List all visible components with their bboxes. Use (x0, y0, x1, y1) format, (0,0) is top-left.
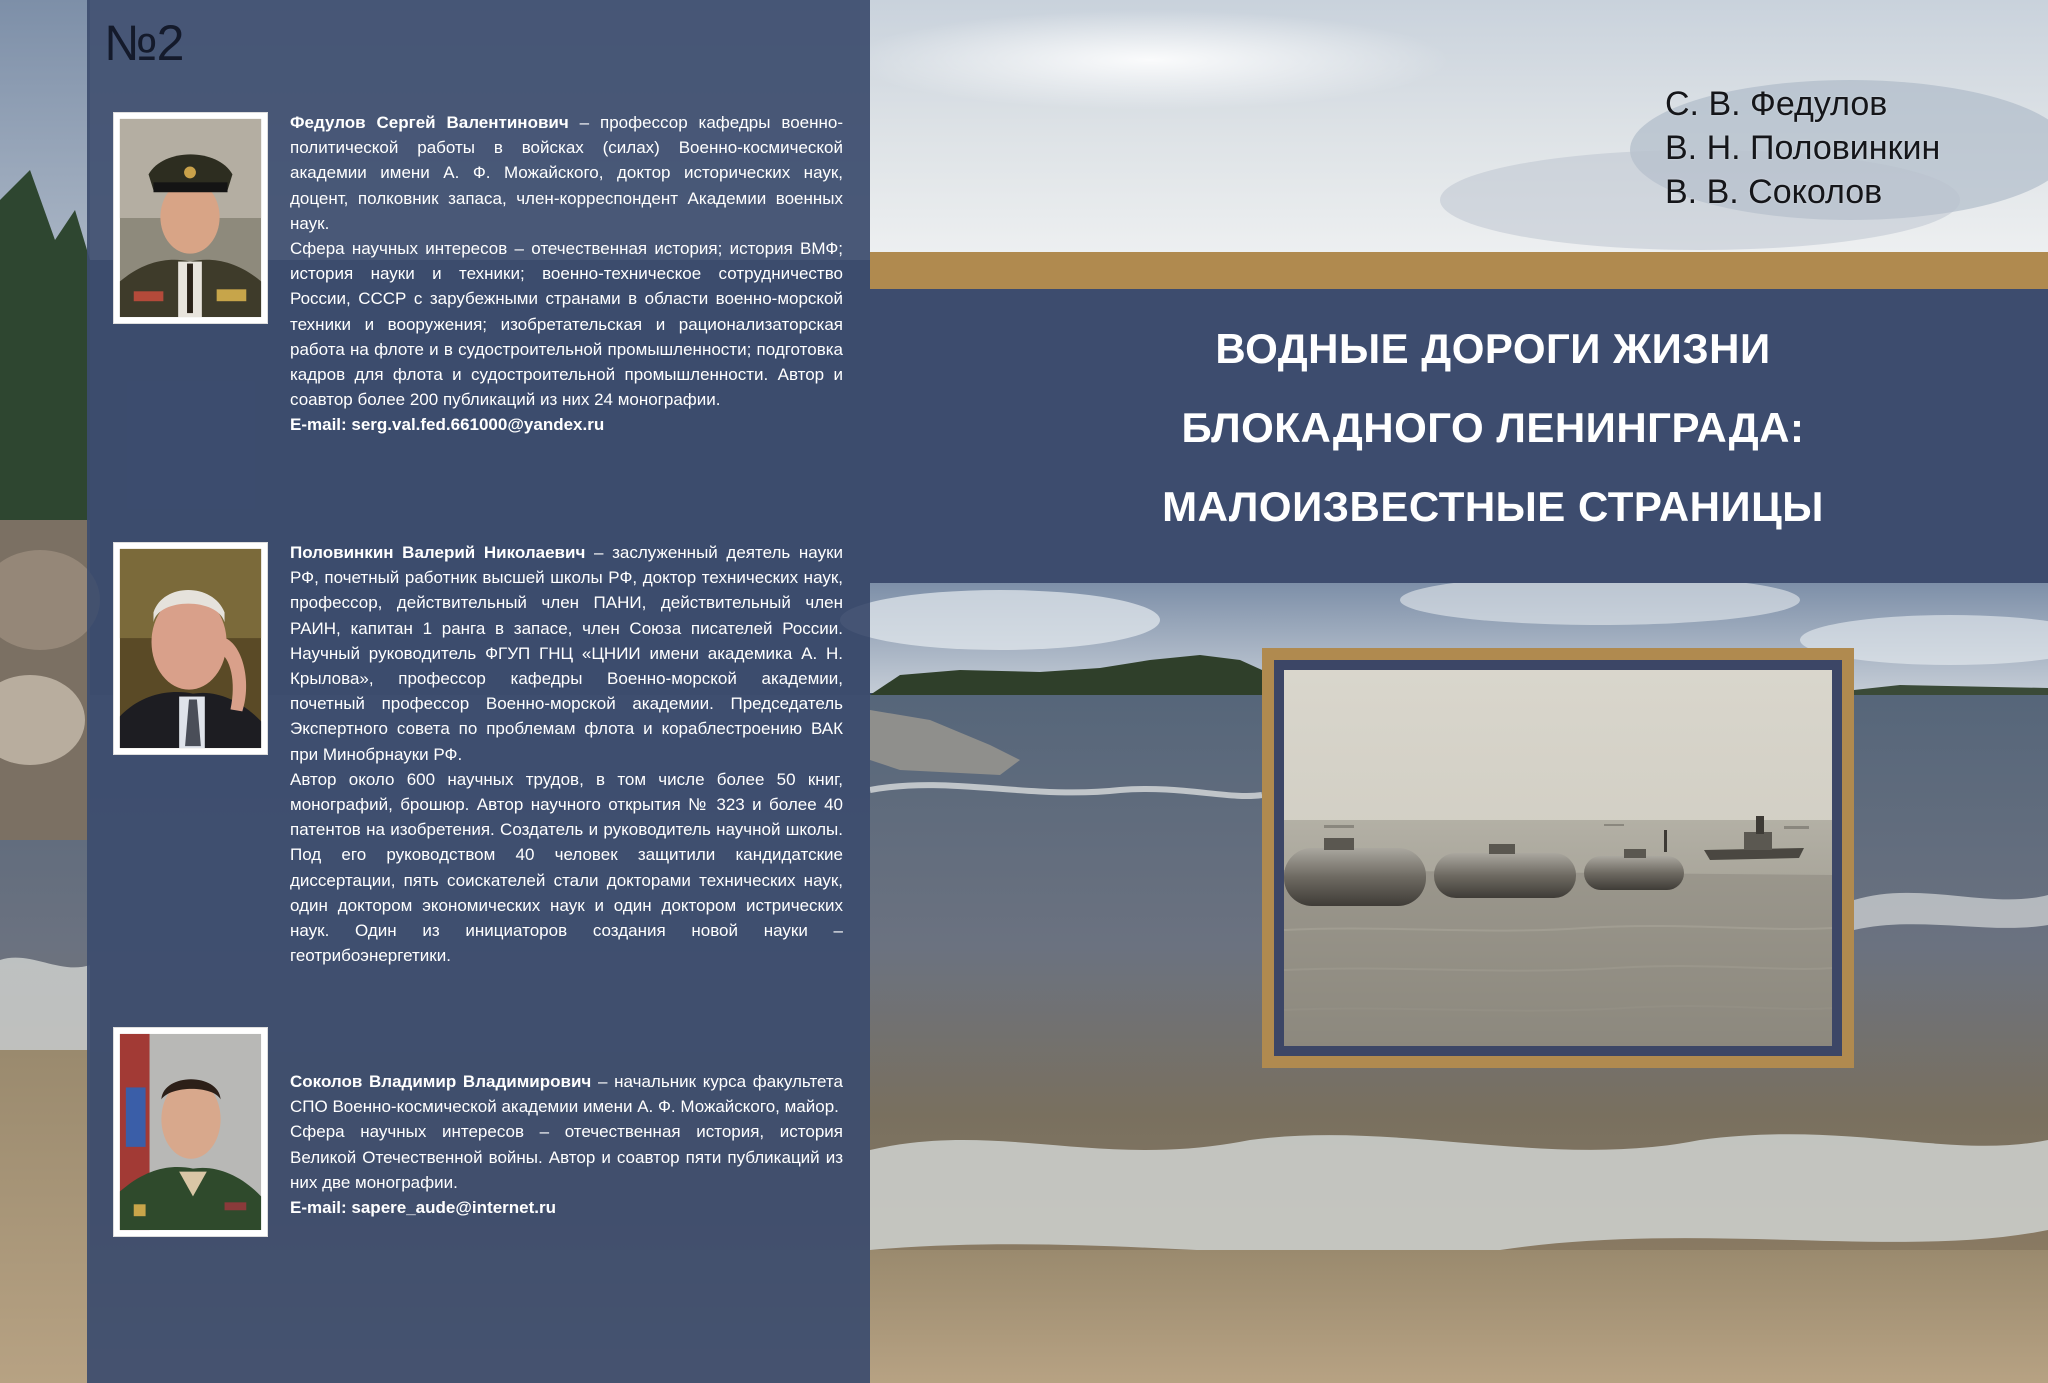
book-title (870, 309, 2048, 546)
bio-name: Половинкин Валерий Николаевич (290, 543, 586, 562)
email-link[interactable]: E-mail: serg.val.fed.661000@yandex.ru (290, 415, 605, 435)
bio-name: Федулов Сергей Валентинович (290, 113, 569, 132)
issue-number: №2 (104, 15, 184, 71)
title-line: МАЛОИЗВЕСТНЫЕ СТРАНИЦЫ (1162, 483, 1824, 530)
email-link[interactable]: E-mail: sapere_aude@internet.ru (290, 1198, 556, 1218)
gold-stripe (870, 252, 2048, 289)
bio-interests: Сфера научных интересов – отечественная история; история ВМФ; история науки и техники; военно-техническое сотрудничество России, СССР с зарубежными странами в области военно-морской техники и вооружения; изобретательская и рационализаторская работа на флоте и в судостроительной промышленности; подготовка кадров для флота и судостроительной промышленности. Автор и соавтор более 200 публикаций из них 24 монографии. (290, 239, 843, 410)
title-line: БЛОКАДНОГО ЛЕНИНГРАДА: (1181, 404, 1805, 451)
portrait-polovinkin (113, 542, 268, 755)
bio-paragraph (290, 110, 843, 236)
bio-name: Соколов Владимир Владимирович (290, 1072, 592, 1091)
bio-fedulov (290, 110, 843, 438)
title-line: ВОДНЫЕ ДОРОГИ ЖИЗНИ (1215, 325, 1771, 372)
author-name: В. Н. Половинкин (1665, 129, 1941, 167)
title-panel (870, 289, 2048, 583)
portrait-sokolov (113, 1027, 268, 1237)
portrait-fedulov (113, 112, 268, 324)
author-list (1665, 82, 1940, 214)
bio-paragraph (290, 1069, 843, 1119)
bio-interests: Сфера научных интересов – отечественная история, история Великой Отечественной войны. Автор и соавтор пяти публикаций из них две монографии. (290, 1122, 843, 1192)
archive-photo-pipeline (1284, 670, 1832, 1046)
bio-paragraph (290, 540, 843, 767)
author-name: В. В. Соколов (1665, 173, 1883, 211)
bio-polovinkin (290, 540, 843, 968)
bio-achievements: Автор около 600 научных трудов, в том числе более 50 книг, монографий, брошюр. Автор научного открытия № 323 и более 40 патентов на изобретения. Создатель и руководитель научной школы. Под его руководством 40 человек защитили кандидатские диссертации, пять соискателей стали докторами технических наук, один доктором экономических наук и один доктором истрических наук. Один из инициаторов создания новой науки – геотрибоэнергетики. (290, 769, 843, 966)
bio-sokolov (290, 1069, 843, 1220)
bio-description: – заслуженный деятель науки РФ, почетный работник высшей школы РФ, доктор технических наук, профессор, действительный член ПАНИ, действительный член РАИН, капитан 1 ранга в запасе, член Союза писателей России. Научный руководитель ФГУП ГНЦ «ЦНИИ имени академика А. Н. Крылова», профессор кафедры Военно-морской академии, почетный профессор Военно-морской академии. Председатель Экспертного совета по проблемам флота и кораблестроению ВАК при Минобрнауки РФ. (290, 543, 844, 764)
archive-photo-frame (1262, 648, 1854, 1068)
archive-photo-mat (1274, 660, 1842, 1056)
bio-description: – начальник курса факультета СПО Военно-космической академии имени А. Ф. Можайского, майор. (290, 1072, 843, 1117)
bio-description: – профессор кафедры военно-политической работы в войсках (силах) Военно-космической академии имени А. Ф. Можайского, доктор исторических наук, доцент, полковник запаса, член-корреспондент Академии военных наук. (290, 113, 843, 233)
author-name: С. В. Федулов (1665, 85, 1888, 123)
